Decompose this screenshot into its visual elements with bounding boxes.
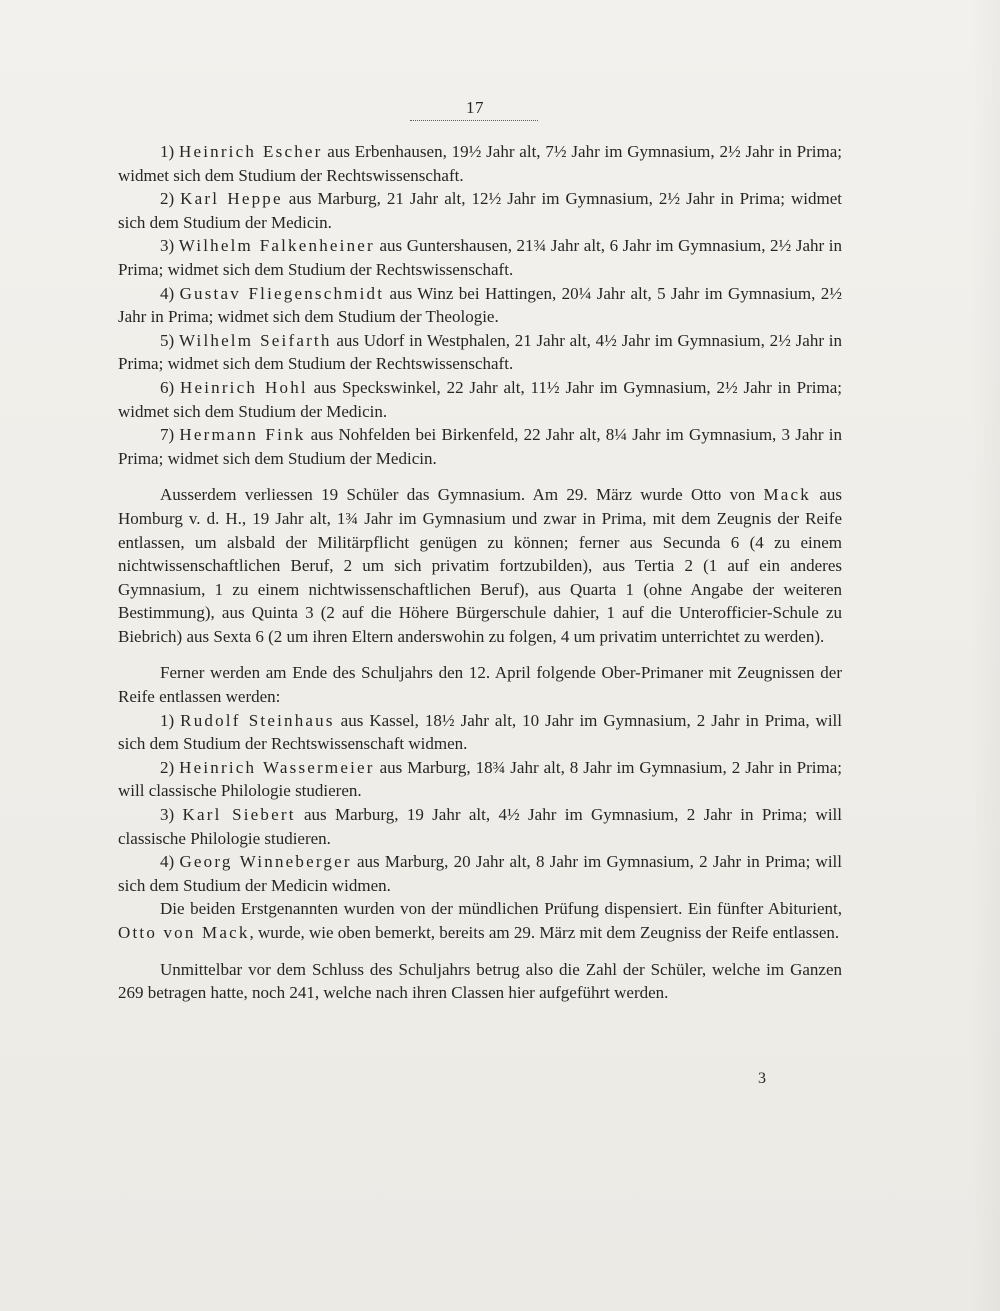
graduate-entry — [118, 329, 842, 376]
graduate-entry — [118, 187, 842, 234]
graduate-details: aus Marburg, 19 Jahr alt, 4½ Jahr im Gymnasium, 2 Jahr in Prima; will classische Philologie studieren. — [118, 805, 842, 848]
graduate-name: Karl Siebert — [182, 805, 296, 825]
graduate-details: aus Nohfelden bei Birkenfeld, 22 Jahr alt, 8¼ Jahr im Gymnasium, 3 Jahr in Prima; widmet sich dem Studium der Medicin. — [118, 425, 842, 468]
graduate-name: Heinrich Escher — [178, 142, 323, 161]
entry-number: 2) — [160, 757, 180, 777]
graduate-name: Hermann Fink — [179, 425, 306, 445]
graduate-name: Karl Heppe — [180, 189, 283, 209]
entry-number: 5) — [160, 330, 179, 350]
graduate-details: aus Guntershausen, 21¾ Jahr alt, 6 Jahr im Gymnasium, 2½ Jahr in Prima; widmet sich dem Studium der Rechtswissenschaft. — [118, 236, 842, 279]
graduate-entry — [118, 756, 842, 803]
paragraph-ferner: Ferner werden am Ende des Schuljahrs den 12. April folgende Ober-Primaner mit Zeugnissen der Reife entlassen werden: — [118, 663, 842, 707]
entry-number: 4) — [160, 852, 180, 872]
person-name: Mack — [763, 485, 811, 505]
entry-number: 4) — [160, 283, 180, 303]
graduate-details: aus Marburg, 20 Jahr alt, 8 Jahr im Gymnasium, 2 Jahr in Prima; will sich dem Studium der Medicin widmen. — [118, 852, 842, 895]
graduate-entry — [118, 140, 842, 187]
body-text — [118, 140, 842, 1005]
graduate-entry — [118, 709, 842, 756]
graduate-details: aus Marburg, 18¾ Jahr alt, 8 Jahr im Gymnasium, 2 Jahr in Prima; will classische Philologie studieren. — [118, 757, 842, 801]
page-edge-shadow — [970, 0, 1000, 1311]
graduate-entry — [118, 376, 842, 423]
paragraph-unmittelbar: Unmittelbar vor dem Schluss des Schuljahrs betrug also die Zahl der Schüler, welche im Ganzen 269 betragen hatte, noch 241, welche nach ihren Classen hier aufgeführt werden. — [118, 959, 842, 1003]
graduate-name: Wilhelm Seifarth — [178, 330, 332, 350]
entry-number: 3) — [160, 805, 183, 825]
paragraph-text: Die beiden Erstgenannten wurden von der mündlichen Prüfung dispensiert. Ein fünfter Abiturient, — [160, 899, 842, 919]
graduate-details: aus Kassel, 18½ Jahr alt, 10 Jahr im Gymnasium, 2 Jahr in Prima, will sich dem Studium der Rechtswissenschaft widmen. — [118, 710, 843, 754]
paragraph-text: aus Homburg v. d. H., 19 Jahr alt, 1¾ Jahr im Gymnasium und zwar in Prima, mit dem Zeugnis der Reife entlassen, um alsbald der Militärpflicht genügen zu können; ferner aus Secunda 6 (4 zu einem nichtwissenschaftlichen Beruf, 2 um sich privatim fortzubilden), aus Tertia 2 (1 auf ein anderes Gymnasium, 1 zu einem nichtwissenschaftlichen Beruf), aus Quarta 1 (ohne Angabe der weiteren Bestimmung), aus Quinta 3 (2 auf die Höhere Bürgerschule dahier, 1 auf die Unterofficier-Schule zu Biebrich) aus Sexta 6 (2 um ihren Eltern anderswohin zu folgen, 4 um privatim unterrichtet zu werden). — [118, 485, 842, 646]
signature-mark: 3 — [758, 1070, 766, 1087]
paragraph-beiden — [118, 897, 842, 944]
entry-number: 1) — [160, 710, 181, 730]
paragraph-text: , wurde, wie oben bemerkt, bereits am 29. März mit dem Zeugniss der Reife entlassen. — [249, 923, 840, 942]
graduate-entry — [118, 282, 842, 329]
graduate-entry — [118, 850, 842, 897]
graduate-details: aus Erbenhausen, 19½ Jahr alt, 7½ Jahr im Gymnasium, 2½ Jahr in Prima; widmet sich dem Studium der Rechtswissenschaft. — [118, 142, 842, 185]
graduate-name: Heinrich Wassermeier — [179, 757, 375, 777]
graduate-name: Georg Winneberger — [179, 852, 352, 872]
graduate-entry — [118, 234, 842, 281]
graduate-name: Wilhelm Falkenheiner — [178, 236, 375, 256]
header-rule — [410, 120, 538, 121]
graduate-details: aus Marburg, 21 Jahr alt, 12½ Jahr im Gymnasium, 2½ Jahr in Prima; widmet sich dem Studium der Medicin. — [118, 189, 842, 232]
graduate-details: aus Speckswinkel, 22 Jahr alt, 11½ Jahr im Gymnasium, 2½ Jahr in Prima; widmet sich dem Studium der Medicin. — [118, 377, 842, 421]
paragraph-ausserdem — [118, 483, 842, 648]
graduate-entry — [118, 423, 842, 470]
graduate-details: aus Udorf in Westphalen, 21 Jahr alt, 4½ Jahr im Gymnasium, 2½ Jahr in Prima; widmet sich dem Studium der Rechtswissenschaft. — [118, 330, 843, 374]
entry-number: 3) — [160, 236, 179, 256]
entry-number: 7) — [160, 425, 180, 445]
graduate-name: Rudolf Steinhaus — [180, 710, 335, 730]
person-name: Otto von Mack — [118, 923, 250, 942]
page-number: 17 — [466, 98, 484, 117]
graduate-entry — [118, 803, 842, 850]
entry-number: 6) — [160, 377, 180, 397]
graduate-name: Heinrich Hohl — [179, 377, 308, 397]
graduate-details: aus Winz bei Hattingen, 20¼ Jahr alt, 5 Jahr im Gymnasium, 2½ Jahr in Prima; widmet sich dem Studium der Theologie. — [118, 283, 843, 327]
paragraph-text: Ausserdem verliessen 19 Schüler das Gymnasium. Am 29. März wurde Otto von — [160, 485, 764, 505]
graduate-name: Gustav Fliegenschmidt — [179, 283, 385, 303]
entry-number: 1) — [160, 142, 179, 161]
entry-number: 2) — [160, 189, 181, 209]
